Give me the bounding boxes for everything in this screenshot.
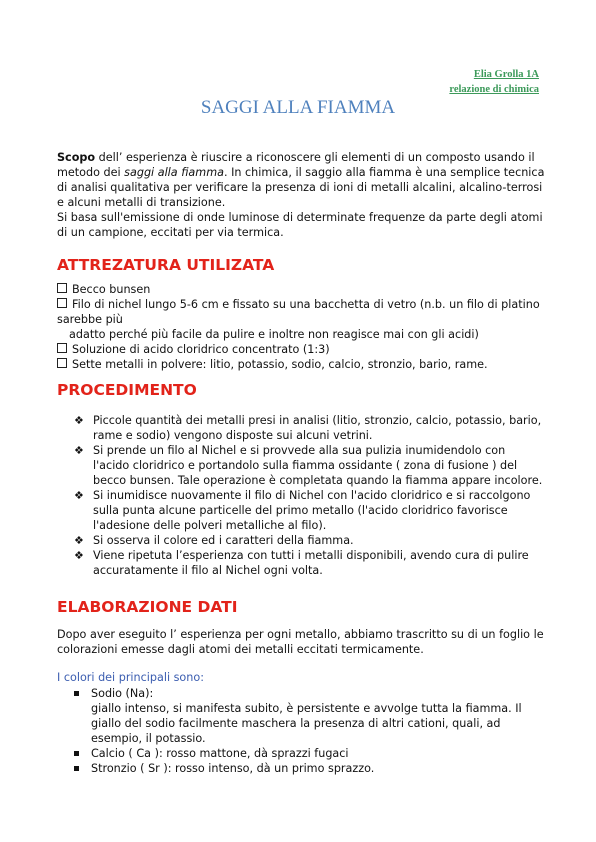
square-bullet-icon	[74, 751, 79, 756]
procedure-heading: PROCEDIMENTO	[57, 381, 197, 399]
procedure-step: ❖ Si osserva il colore ed i caratteri della fiamma.	[74, 534, 354, 547]
checkbox-icon	[57, 358, 67, 368]
square-bullet-icon	[74, 691, 79, 696]
elaboration-heading: ELABORAZIONE DATI	[57, 598, 238, 616]
colors-subtitle: I colori dei principali sono:	[57, 671, 204, 684]
procedure-step: ❖ Piccole quantità dei metalli presi in analisi (litio, stronzio, calcio, potassio, bario, rame e sodio) vengono disposte sui alcuni vetrini.	[74, 414, 542, 442]
author-block	[449, 68, 539, 97]
procedure-list	[74, 413, 544, 578]
elaboration-paragraph: Dopo aver eseguito l’ esperienza per ogni metallo, abbiamo trascritto su di un foglio le colorazioni emesse dagli atomi dei metalli eccitati termicamente.	[57, 628, 544, 656]
author-name[interactable]: Elia Grolla 1A	[473, 69, 539, 80]
procedure-step: ❖ Si inumidisce nuovamente il filo di Nichel con l'acido cloridrico e si raccolgono sulla punta alcune particelle del primo metallo (l'acido cloridrico favorisce l'adesione delle polveri metalliche al filo).	[74, 489, 531, 532]
square-bullet-icon	[74, 766, 79, 771]
intro-lead: Scopo	[57, 151, 96, 164]
colors-list	[74, 686, 524, 776]
intro-paragraph	[57, 150, 547, 240]
intro-text-1: dell’ esperienza è riuscire a riconoscere gli elementi di un composto usando il metodo dei	[57, 151, 535, 179]
checkbox-icon	[57, 283, 67, 293]
equipment-item: Soluzione di acido cloridrico concentrato (1:3)	[57, 342, 547, 357]
diamond-bullet-icon: ❖	[74, 549, 84, 562]
equipment-item: Sette metalli in polvere: litio, potassio, sodio, calcio, stronzio, bario, rame.	[57, 357, 547, 372]
color-item: Sodio (Na): giallo intenso, si manifesta subito, è persistente e avvolge tutta la fiamma. Il giallo del sodio facilmente maschera la presenza di altri cationi, quali, ad esempio, il potassio.	[74, 686, 524, 746]
checkbox-icon	[57, 298, 67, 308]
page-title: SAGGI ALLA FIAMMA	[200, 97, 396, 118]
diamond-bullet-icon: ❖	[74, 534, 84, 547]
intro-text-3: Si basa sull'emissione di onde luminose di determinate frequenze da parte degli atomi di un campione, eccitati per via termica.	[57, 211, 543, 239]
checkbox-icon	[57, 343, 67, 353]
diamond-bullet-icon: ❖	[74, 444, 84, 457]
color-item: Calcio ( Ca ): rosso mattone, dà sprazzi fugaci	[74, 746, 524, 761]
intro-italic: saggi alla fiamma	[124, 166, 224, 179]
diamond-bullet-icon: ❖	[74, 414, 84, 427]
equipment-item: Becco bunsen	[57, 282, 547, 297]
equipment-item: Filo di nichel lungo 5-6 cm e fissato su una bacchetta di vetro (n.b. un filo di platino sarebbe più	[57, 298, 540, 326]
equipment-heading: ATTREZATURA UTILIZATA	[57, 256, 275, 274]
equipment-item-continuation: adatto perché più facile da pulire e inoltre non reagisce mai con gli acidi)	[69, 328, 479, 341]
color-item: Stronzio ( Sr ): rosso intenso, dà un primo sprazzo.	[74, 761, 524, 776]
diamond-bullet-icon: ❖	[74, 489, 84, 502]
intro-text-2: . In chimica, il saggio alla fiamma è una semplice tecnica di analisi qualitativa per verificare la presenza di ioni di metalli alcalini, alcalino-terrosi e alcuni metalli di transizione.	[57, 166, 545, 209]
procedure-step: ❖ Si prende un filo al Nichel e si provvede alla sua pulizia inumidendolo con l'acido cloridrico e portandolo sulla fiamma ossidante ( zona di fusione ) del becco bunsen. Tale operazione è completata quando la fiamma appare incolore.	[74, 444, 543, 487]
procedure-step: ❖ Viene ripetuta l’esperienza con tutti i metalli disponibili, avendo cura di pulire accuratamente il filo al Nichel ogni volta.	[74, 549, 529, 577]
report-subject[interactable]: relazione di chimica	[449, 83, 539, 95]
equipment-list	[57, 282, 547, 372]
